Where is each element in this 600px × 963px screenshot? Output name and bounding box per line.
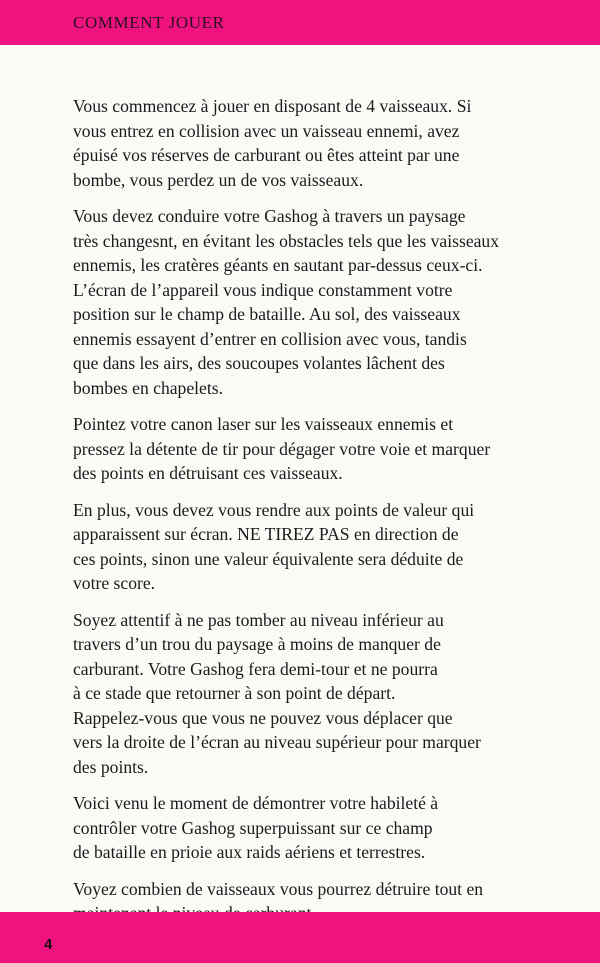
text-line: très changesnt, en évitant les obstacles tels que les vaisseaux — [73, 230, 500, 251]
text-line: épuisé vos réserves de carburant ou êtes atteint par une — [73, 145, 460, 165]
text-line: des points. — [73, 756, 149, 777]
text-line: à ce stade que retourner à son point de départ. — [73, 683, 396, 703]
paragraph-1 — [73, 94, 573, 192]
text-line: votre score. — [73, 573, 156, 593]
text-line: ennemis, les cratères géants en sautant par-dessus ceux-ci. — [73, 255, 483, 275]
paragraph-6 — [73, 791, 573, 865]
paragraph-3 — [73, 412, 573, 486]
text-line: Rappelez-vous que vous ne pouvez vous déplacer que — [73, 707, 453, 728]
footer-band — [0, 912, 600, 963]
paragraph-5 — [73, 608, 573, 780]
text-line: L’écran de l’appareil vous indique constamment votre — [73, 279, 453, 300]
text-line: vers la droite de l’écran au niveau supérieur pour marquer — [73, 732, 481, 752]
text-line: bombes en chapelets. — [73, 377, 223, 398]
page-number: 4 — [44, 936, 53, 953]
text-line: Vous commencez à jouer en disposant de 4 vaisseaux. Si — [73, 96, 472, 116]
text-line: Voici venu le moment de démontrer votre habileté à — [73, 793, 439, 813]
text-line: ces points, sinon une valeur équivalente sera déduite de — [73, 548, 464, 569]
body-text — [73, 94, 573, 938]
text-line: vous entrez en collision avec un vaisseau ennemi, avez — [73, 120, 460, 141]
text-line: des points en détruisant ces vaisseaux. — [73, 463, 343, 483]
text-line: carburant. Votre Gashog fera demi-tour et ne pourra — [73, 658, 438, 679]
paragraph-2 — [73, 204, 573, 400]
text-line: pressez la détente de tir pour dégager votre voie et marquer — [73, 438, 491, 459]
text-line: Soyez attentif à ne pas tomber au niveau inférieur au — [73, 609, 444, 630]
text-line: contrôler votre Gashog superpuissant sur ce champ — [73, 817, 433, 838]
text-line: Pointez votre canon laser sur les vaisseaux ennemis et — [73, 414, 454, 434]
page-heading: COMMENT JOUER — [73, 13, 225, 32]
text-line: Voyez combien de vaisseaux vous pourrez détruire tout en — [73, 878, 484, 899]
text-line: de bataille en prioie aux raids aériens et terrestres. — [73, 842, 426, 862]
text-line: ennemis essayent d’entrer en collision avec vous, tandis — [73, 328, 467, 349]
text-line: bombe, vous perdez un de vos vaisseaux. — [73, 169, 364, 190]
paragraph-4 — [73, 498, 573, 596]
text-line: Vous devez conduire votre Gashog à travers un paysage — [73, 206, 466, 226]
text-line: que dans les airs, des soucoupes volantes lâchent des — [73, 353, 445, 373]
text-line: apparaissent sur écran. NE TIREZ PAS en direction de — [73, 524, 459, 544]
text-line: En plus, vous devez vous rendre aux points de valeur qui — [73, 499, 475, 520]
text-line: travers d’un trou du paysage à moins de manquer de — [73, 634, 441, 654]
text-line: position sur le champ de bataille. Au sol, des vaisseaux — [73, 304, 461, 324]
